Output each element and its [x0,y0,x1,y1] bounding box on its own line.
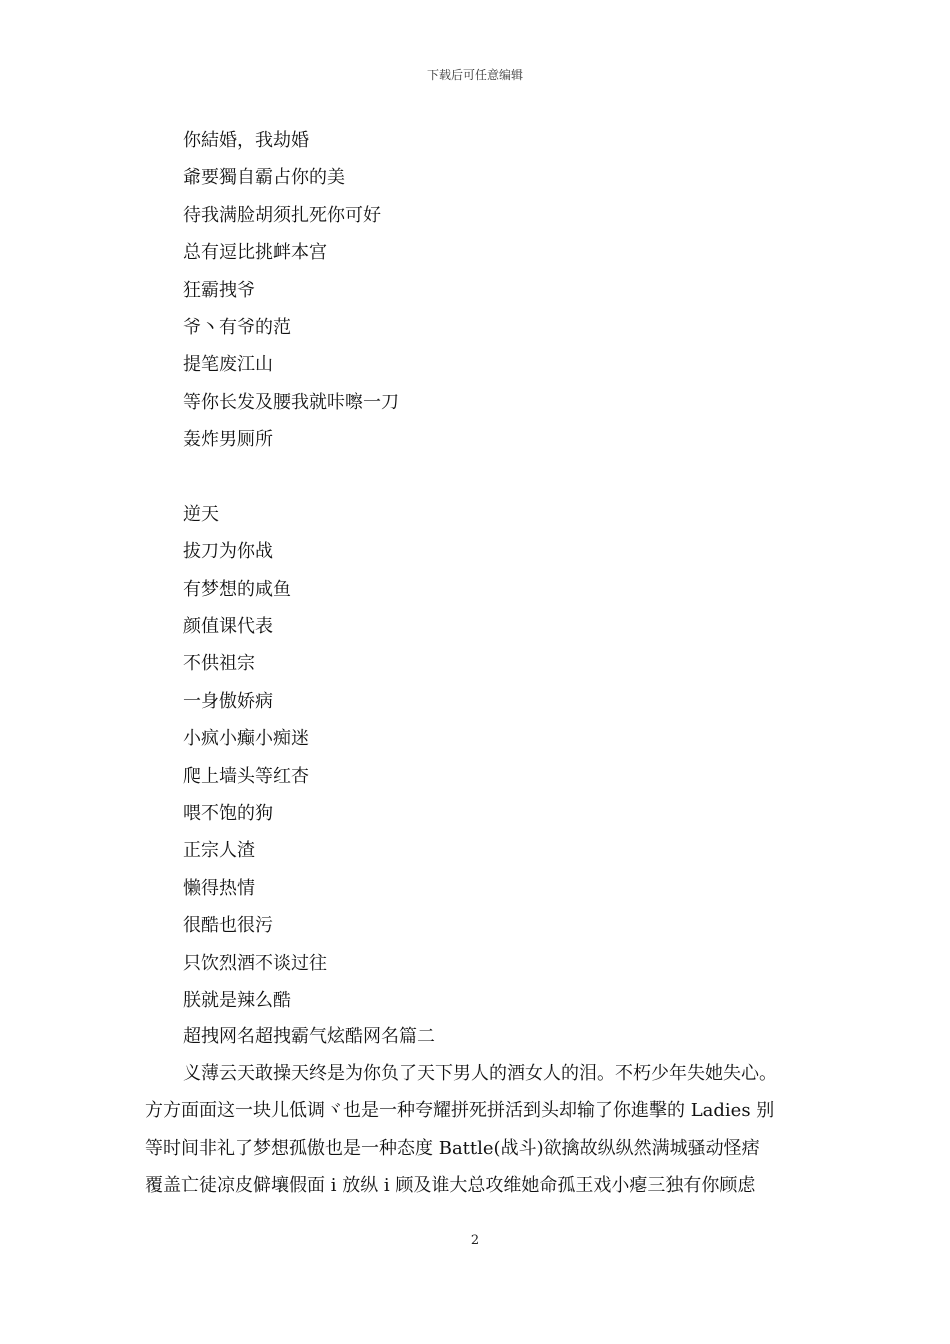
section-heading: 超拽网名超拽霸气炫酷网名篇二 [183,1026,435,1047]
list-item: 很酷也很污 [183,915,273,937]
page-header: 下载后可任意编辑 [426,68,523,82]
body-paragraph [145,1055,825,1205]
names-list [183,122,399,1019]
list-item: 轰炸男厕所 [183,429,273,451]
list-item: 爬上墙头等红杏 [183,765,309,787]
list-item: 爺要獨自霸占你的美 [183,167,345,189]
list-item: 狂霸拽爷 [183,279,255,301]
list-item: 你結婚，我劫婚 [183,130,309,151]
list-item: 拔刀为你战 [183,541,273,563]
list-item: 懒得热情 [183,877,255,899]
list-item: 颜值课代表 [183,616,273,638]
paragraph-line: 覆盖亡徒凉皮僻壤假面 i 放纵 i 顾及谁大总攻维她命孤王戏小瘪三独有你顾虑 [145,1175,756,1197]
page-number: 2 [470,1233,480,1248]
list-item: 喂不饱的狗 [183,803,273,825]
list-item: 有梦想的咸鱼 [183,578,291,600]
list-item: 只饮烈酒不谈过往 [183,952,327,974]
list-item: 爷丶有爷的范 [183,316,291,338]
list-item: 提笔废江山 [183,354,273,376]
list-item: 正宗人渣 [183,840,255,862]
paragraph-line: 义薄云天敢操天终是为你负了天下男人的酒女人的泪。不朽少年失她失心。 [183,1063,777,1084]
list-item: 等你长发及腰我就咔嚓一刀 [183,391,399,413]
paragraph-line: 等时间非礼了梦想孤傲也是一种态度 Battle(战斗)欲擒故纵纵然满城骚动怪痞 [145,1137,760,1159]
paragraph-line: 方方面面这一块儿低调ヾ也是一种夸耀拼死拼活到头却输了你進擊的 Ladies 别 [145,1100,775,1122]
list-item: 总有逗比挑衅本宫 [183,242,327,264]
list-item: 小疯小癫小痴迷 [183,728,309,750]
list-item: 一身傲娇病 [183,690,273,712]
list-item: 朕就是辣么酷 [183,989,291,1011]
blank-line [183,459,399,496]
list-item: 逆天 [183,503,219,525]
list-item: 不供祖宗 [183,653,255,675]
list-item: 待我满脸胡须扎死你可好 [183,204,381,226]
